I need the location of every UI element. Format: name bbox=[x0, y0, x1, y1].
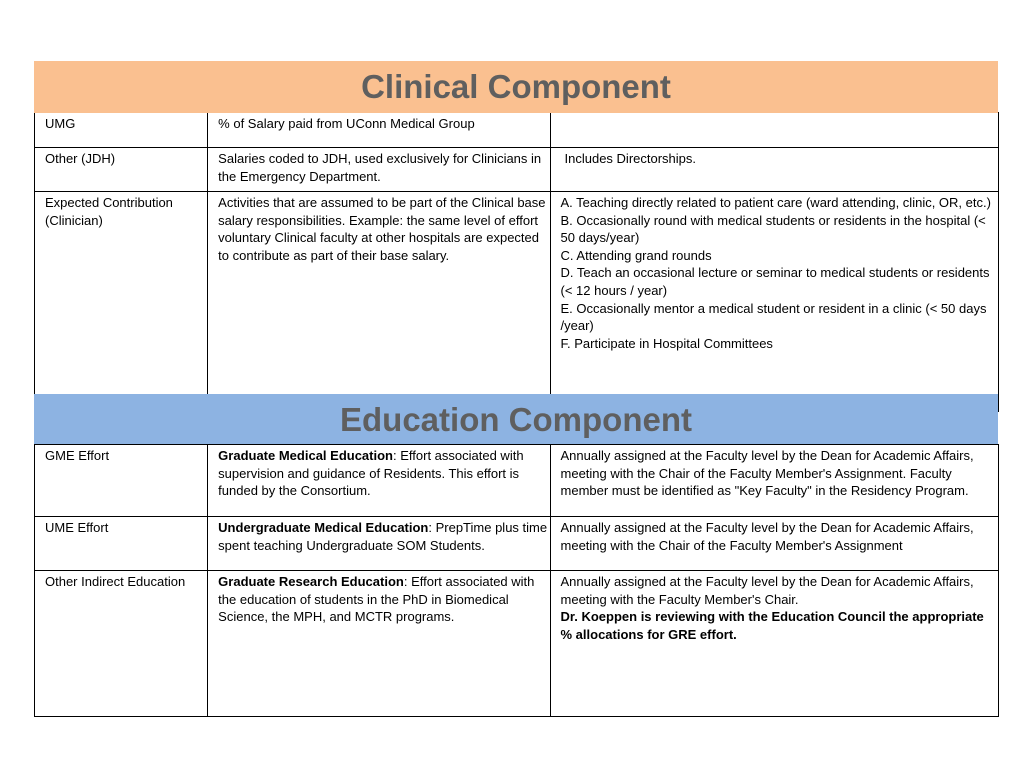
row-description: Salaries coded to JDH, used exclusively for Clinicians in the Emergency Department. bbox=[208, 148, 550, 192]
row-description-text: : Effort associated with supervision and guidance of Residents. This effort is funded by the Consortium. bbox=[218, 448, 524, 499]
row-description-term: Graduate Research Education bbox=[218, 574, 404, 589]
table-row bbox=[35, 113, 999, 148]
row-description: Activities that are assumed to be part of the Clinical base salary responsibilities. Example: the same level of effort voluntary Clinical faculty at other hospitals are expected to contribute as part of their base salary. bbox=[208, 192, 550, 412]
clinical-component-banner: Clinical Component bbox=[34, 61, 998, 113]
list-item: A. Teaching directly related to patient care (ward attending, clinic, OR, etc.) bbox=[560, 195, 991, 210]
row-label: UMG bbox=[35, 113, 208, 148]
list-item: D. Teach an occasional lecture or seminar to medical students or residents (< 12 hours / year) bbox=[560, 265, 990, 298]
row-description bbox=[208, 571, 550, 717]
table-row bbox=[35, 192, 999, 412]
row-label: Other Indirect Education bbox=[35, 571, 208, 717]
row-description: % of Salary paid from UConn Medical Group bbox=[208, 113, 550, 148]
table-row bbox=[35, 148, 999, 192]
row-label: Expected Contribution (Clinician) bbox=[35, 192, 208, 412]
row-description-text: : PrepTime plus time spent teaching Undergraduate SOM Students. bbox=[218, 520, 548, 553]
education-component-banner: Education Component bbox=[34, 394, 998, 445]
row-notes-bold-text: Dr. Koeppen is reviewing with the Education Council the appropriate % allocations for GRE effort. bbox=[560, 609, 984, 642]
row-description-term: Undergraduate Medical Education bbox=[218, 520, 429, 535]
row-description-text: : Effort associated with the education of students in the PhD in Biomedical Science, the MPH, and MCTR programs. bbox=[218, 574, 535, 625]
row-description-term: Graduate Medical Education bbox=[218, 448, 393, 463]
list-item: E. Occasionally mentor a medical student or resident in a clinic (< 50 days /year) bbox=[560, 300, 987, 334]
row-notes bbox=[550, 148, 998, 192]
education-table bbox=[34, 444, 999, 717]
row-notes-text: Includes Directorships. bbox=[564, 151, 697, 166]
list-item: F. Participate in Hospital Committees bbox=[560, 335, 773, 351]
table-row bbox=[35, 517, 999, 571]
list-item: C. Attending grand rounds bbox=[560, 247, 712, 263]
list-item: B. Occasionally round with medical students or residents in the hospital (< 50 days/year) bbox=[560, 212, 986, 246]
row-notes bbox=[550, 113, 998, 148]
row-notes bbox=[550, 571, 998, 717]
clinical-table bbox=[34, 112, 999, 412]
row-notes bbox=[550, 192, 998, 412]
row-label: UME Effort bbox=[35, 517, 208, 571]
table-row bbox=[35, 571, 999, 717]
table-row bbox=[35, 445, 999, 517]
row-label: Other (JDH) bbox=[35, 148, 208, 192]
row-notes: Annually assigned at the Faculty level by the Dean for Academic Affairs, meeting with the Chair of the Faculty Member's Assignment bbox=[550, 517, 998, 571]
row-description bbox=[208, 517, 550, 571]
row-description bbox=[208, 445, 550, 517]
row-notes-text: Annually assigned at the Faculty level by the Dean for Academic Affairs, meeting with the Faculty Member's Chair. bbox=[560, 574, 974, 607]
row-notes: Annually assigned at the Faculty level by the Dean for Academic Affairs, meeting with the Chair of the Faculty Member's Assignment. Faculty member must be identified as "Key Faculty" in the Residency Program. bbox=[550, 445, 998, 517]
row-label: GME Effort bbox=[35, 445, 208, 517]
